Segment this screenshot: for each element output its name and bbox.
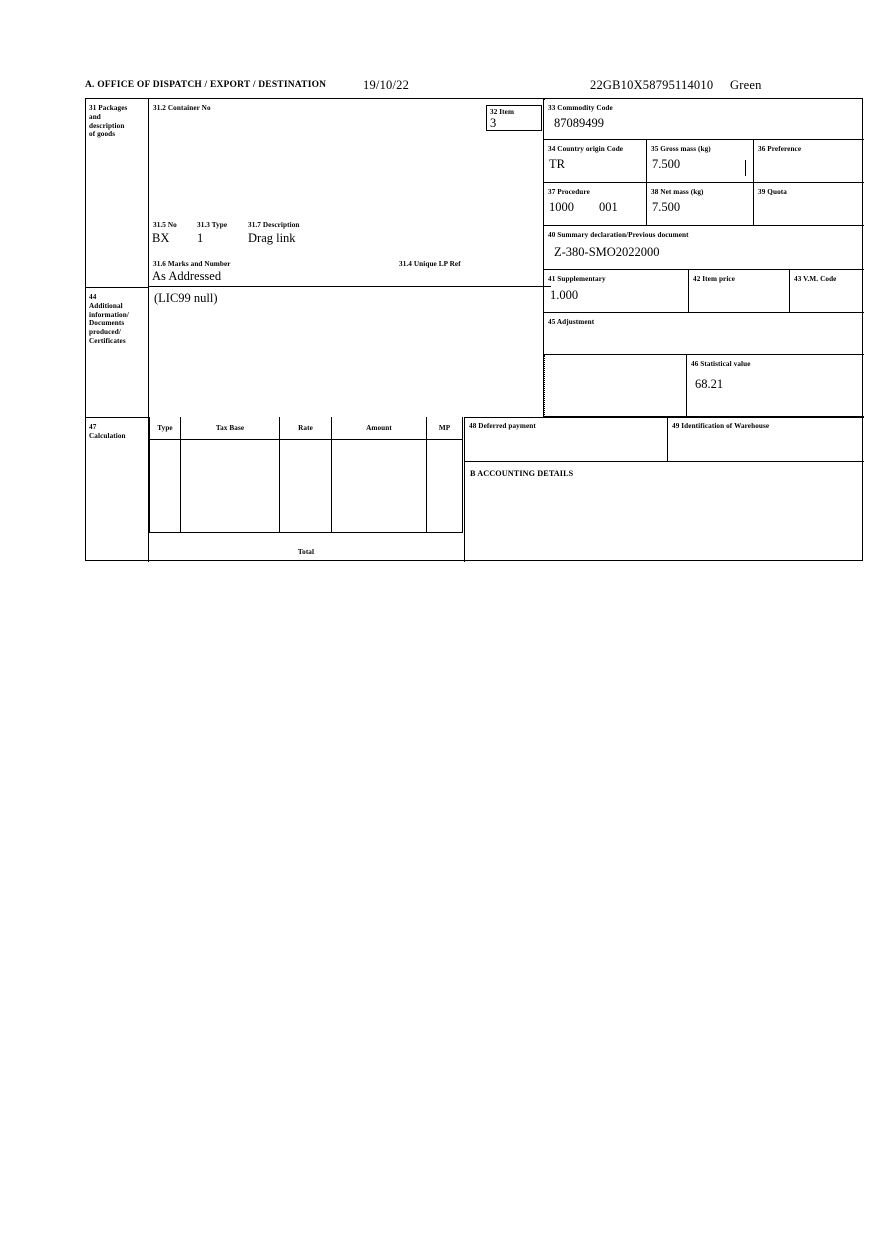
box-49-warehouse-identification [668, 417, 864, 462]
box-43-vm-code [790, 270, 864, 313]
box-40-label: 40 Summary declaration/Previous document [548, 231, 689, 239]
box-45-label: 45 Adjustment [548, 318, 595, 326]
box-31-label-line2: and [89, 112, 101, 121]
box-49-value [668, 431, 864, 434]
box-40-previous-document [544, 226, 864, 270]
box-b-accounting-details [464, 462, 864, 562]
box-31-goods-description [149, 99, 544, 287]
box-47-col-header-mp: MP [427, 417, 463, 440]
declaration-frame [85, 98, 863, 561]
box-38-net-mass [647, 183, 754, 226]
box-47-total-row [149, 533, 463, 562]
box-31-2-container-no-label: 31.2 Container No [153, 104, 211, 112]
box-46-label: 46 Statistical value [691, 360, 751, 368]
box-44-label-line5: produced/ [89, 328, 121, 337]
box-44-value: (LIC99 null) [154, 291, 218, 305]
box-44-additional-information [149, 287, 544, 417]
box-44-label-line6: Certificates [89, 336, 126, 345]
box-35-divider [745, 160, 746, 176]
box-31-6-marks-value: As Addressed [152, 269, 222, 283]
box-48-value [465, 431, 667, 434]
box-47-col-header-amount: Amount [332, 417, 427, 440]
box-31-4-unique-lp-ref-label: 31.4 Unique LP Ref [399, 260, 461, 268]
box-41-value: 1.000 [550, 287, 579, 302]
box-31-3-type-label: 31.3 Type [197, 221, 228, 229]
box-31-6-marks-label: 31.6 Marks and Number [153, 260, 231, 268]
declaration-date: 19/10/22 [363, 78, 410, 92]
box-37-label: 37 Procedure [548, 188, 590, 196]
box-31-5-no-value: BX [152, 231, 170, 245]
box-47-label-line1: 47 [89, 423, 97, 431]
box-47-cell-amount [332, 440, 427, 533]
box-36-preference [754, 140, 864, 183]
box-46-statistical-value [686, 355, 864, 417]
box-31-label-line4: of goods [89, 130, 116, 139]
box-46-value: 68.21 [695, 376, 724, 391]
box-34-country-origin [544, 140, 647, 183]
box-44-label-line1: 44 [89, 293, 97, 301]
document-header [85, 80, 863, 96]
box-44-label-cell [86, 287, 149, 417]
office-of-dispatch-label: A. OFFICE OF DISPATCH / EXPORT / DESTINATION [85, 80, 327, 90]
box-31-7-description-value: Drag link [248, 231, 296, 245]
box-31-7-description-label: 31.7 Description [248, 221, 300, 229]
box-b-label: B ACCOUNTING DETAILS [470, 469, 574, 478]
box-35-label: 35 Gross mass (kg) [651, 145, 711, 153]
box-42-label: 42 Item price [693, 275, 736, 283]
box-43-value [790, 284, 864, 288]
box-31-3-type-value: 1 [197, 231, 204, 245]
box-31-5-no-label: 31.5 No [153, 221, 177, 229]
box-41-supplementary [544, 270, 689, 313]
box-40-value: Z-380-SMO2022000 [554, 244, 660, 259]
box-47-calculation-table [149, 417, 464, 562]
box-32-item-label: 32 Item [490, 108, 515, 116]
box-36-label: 36 Preference [758, 145, 802, 153]
box-37-value-b: 001 [599, 200, 618, 214]
box-47-cell-mp [427, 440, 463, 533]
box-44-label-line3: information/ [89, 310, 129, 319]
box-47-cell-tax-base [181, 440, 280, 533]
box-47-label-line2: Calculation [89, 431, 126, 440]
box-47-col-header-tax-base: Tax Base [181, 417, 280, 440]
box-47-label-cell [86, 417, 149, 562]
box-31-label-cell [86, 99, 149, 287]
box-47-col-header-rate: Rate [280, 417, 332, 440]
box-41-label: 41 Supplementary [548, 275, 606, 283]
box-44-label-line2: Additional [89, 301, 123, 310]
box-47-total-label: Total [297, 548, 315, 556]
box-38-value: 7.500 [652, 199, 681, 214]
box-34-value: TR [549, 156, 565, 171]
box-36-value [754, 154, 864, 157]
box-47-cell-type [149, 440, 181, 533]
box-42-item-price [689, 270, 790, 313]
box-49-label: 49 Identification of Warehouse [672, 422, 770, 430]
box-35-value: 7.500 [652, 156, 681, 171]
box-45-value [544, 327, 864, 331]
box-32-item-value: 3 [490, 115, 497, 130]
movement-reference-number: 22GB10X58795114010 [590, 78, 714, 92]
box-48-label: 48 Deferred payment [469, 422, 536, 430]
box-47-col-header-type: Type [149, 417, 181, 440]
box-33-value: 87089499 [554, 115, 604, 130]
box-39-quota [754, 183, 864, 226]
routing-lane: Green [730, 78, 762, 92]
box-45-adjustment [544, 313, 864, 355]
box-38-label: 38 Net mass (kg) [651, 188, 704, 196]
box-37-procedure [544, 183, 647, 226]
box-33-commodity-code [544, 99, 864, 140]
box-44-label-line4: Documents [89, 319, 125, 328]
box-39-label: 39 Quota [758, 188, 787, 196]
box-45-46-gap [544, 355, 686, 417]
box-42-value [689, 284, 789, 288]
box-43-label: 43 V.M. Code [794, 275, 837, 283]
box-37-value-a: 1000 [549, 200, 574, 214]
box-32-item [486, 105, 542, 131]
box-47-cell-rate [280, 440, 332, 533]
box-31-label-line1: 31 Packages [89, 104, 128, 112]
box-48-deferred-payment [464, 417, 668, 462]
box-31-label-line3: description [89, 121, 125, 130]
box-33-label: 33 Commodity Code [548, 104, 613, 112]
box-39-value [754, 197, 864, 200]
box-b-value [465, 479, 864, 483]
box-35-gross-mass [647, 140, 754, 183]
box-34-label: 34 Country origin Code [548, 145, 624, 153]
